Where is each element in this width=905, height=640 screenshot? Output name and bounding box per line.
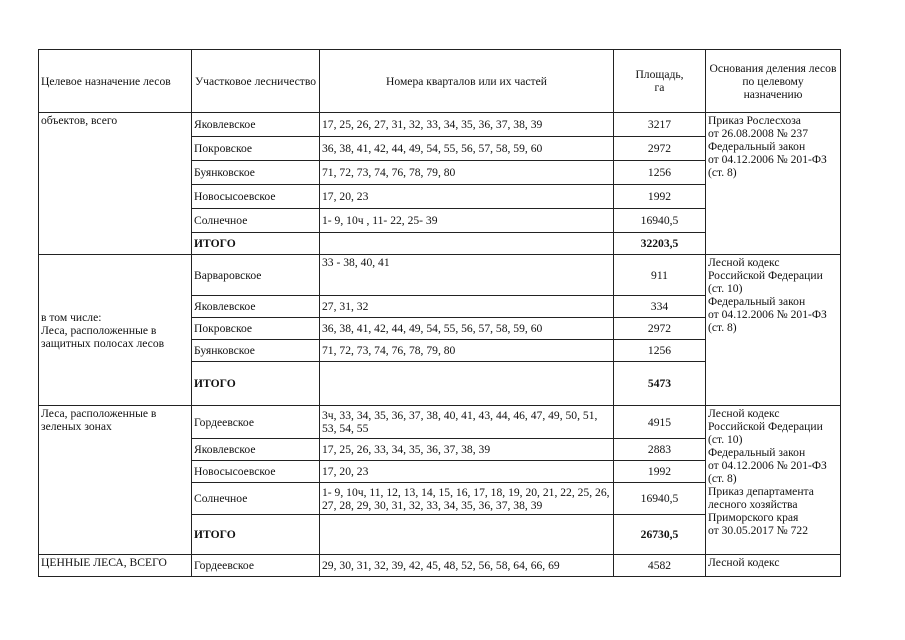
- quarters-cell: 3ч, 33, 34, 35, 36, 37, 38, 40, 41, 43, 44, 46, 47, 49, 50, 51, 53, 54, 55: [320, 406, 614, 439]
- basis-cell: Лесной кодекс Российской Федерации (ст. 10) Федеральный закон от 04.12.2006 № 201-ФЗ (ст. 8) Приказ департамента лесного хозяйства Приморского края от 30.05.2017 № 722: [706, 406, 841, 555]
- header-quarters: Номера кварталов или их частей: [320, 50, 614, 113]
- header-forestry: Участковое лесничество: [192, 50, 320, 113]
- total-label: ИТОГО: [192, 515, 320, 555]
- quarters-cell: 71, 72, 73, 74, 76, 78, 79, 80: [320, 340, 614, 362]
- area-cell: 1256: [614, 340, 706, 362]
- quarters-cell: 71, 72, 73, 74, 76, 78, 79, 80: [320, 161, 614, 185]
- purpose-cell: в том числе: Леса, расположенные в защитных полосах лесов: [39, 255, 192, 406]
- quarters-cell: 17, 20, 23: [320, 185, 614, 209]
- header-area: Площадь, га: [614, 50, 706, 113]
- basis-cell: Лесной кодекс: [706, 555, 841, 577]
- quarters-cell: 1- 9, 10ч , 11- 22, 25- 39: [320, 209, 614, 233]
- total-label: ИТОГО: [192, 233, 320, 255]
- basis-cell: Приказ Рослесхоза от 26.08.2008 № 237 Федеральный закон от 04.12.2006 № 201-ФЗ (ст. 8): [706, 113, 841, 255]
- area-cell: 2972: [614, 137, 706, 161]
- total-value: 5473: [614, 362, 706, 406]
- area-cell: 1992: [614, 461, 706, 483]
- header-basis: Основания деления лесов по целевому назначению: [706, 50, 841, 113]
- forestry-cell: Покровское: [192, 318, 320, 340]
- forestry-cell: Солнечное: [192, 209, 320, 233]
- area-cell: 1256: [614, 161, 706, 185]
- quarters-cell: 33 - 38, 40, 41: [320, 255, 614, 296]
- quarters-cell: 27, 31, 32: [320, 296, 614, 318]
- quarters-cell: 17, 20, 23: [320, 461, 614, 483]
- forestry-cell: Новосысоевское: [192, 461, 320, 483]
- table-row: [39, 113, 841, 137]
- quarters-cell: 17, 25, 26, 27, 31, 32, 33, 34, 35, 36, 37, 38, 39: [320, 113, 614, 137]
- forestry-cell: Буянковское: [192, 161, 320, 185]
- quarters-cell: 17, 25, 26, 33, 34, 35, 36, 37, 38, 39: [320, 439, 614, 461]
- area-cell: 4582: [614, 555, 706, 577]
- area-cell: 1992: [614, 185, 706, 209]
- area-cell: 4915: [614, 406, 706, 439]
- purpose-cell: объектов, всего: [39, 113, 192, 255]
- forestry-cell: Солнечное: [192, 483, 320, 515]
- total-label: ИТОГО: [192, 362, 320, 406]
- quarters-cell: 29, 30, 31, 32, 39, 42, 45, 48, 52, 56, 58, 64, 66, 69: [320, 555, 614, 577]
- forestry-cell: Гордеевское: [192, 555, 320, 577]
- forestry-cell: Варваровское: [192, 255, 320, 296]
- forestry-cell: Яковлевское: [192, 113, 320, 137]
- header-purpose: Целевое назначение лесов: [39, 50, 192, 113]
- forestry-cell: Яковлевское: [192, 296, 320, 318]
- area-cell: 2883: [614, 439, 706, 461]
- area-cell: 334: [614, 296, 706, 318]
- area-cell: 3217: [614, 113, 706, 137]
- forestry-cell: Яковлевское: [192, 439, 320, 461]
- area-cell: 911: [614, 255, 706, 296]
- forest-purpose-table: [38, 49, 841, 577]
- area-cell: 16940,5: [614, 483, 706, 515]
- table-row: [39, 255, 841, 296]
- purpose-cell: ЦЕННЫЕ ЛЕСА, ВСЕГО: [39, 555, 192, 577]
- table-row: [39, 406, 841, 439]
- area-cell: 16940,5: [614, 209, 706, 233]
- quarters-cell: 36, 38, 41, 42, 44, 49, 54, 55, 56, 57, 58, 59, 60: [320, 137, 614, 161]
- quarters-cell: [320, 233, 614, 255]
- table-row: [39, 555, 841, 577]
- area-cell: 2972: [614, 318, 706, 340]
- forestry-cell: Гордеевское: [192, 406, 320, 439]
- total-value: 26730,5: [614, 515, 706, 555]
- quarters-cell: [320, 515, 614, 555]
- total-value: 32203,5: [614, 233, 706, 255]
- purpose-cell: Леса, расположенные в зеленых зонах: [39, 406, 192, 555]
- header-row: [39, 50, 841, 113]
- quarters-cell: 36, 38, 41, 42, 44, 49, 54, 55, 56, 57, 58, 59, 60: [320, 318, 614, 340]
- basis-cell: Лесной кодекс Российской Федерации (ст. 10) Федеральный закон от 04.12.2006 № 201-ФЗ (ст. 8): [706, 255, 841, 406]
- quarters-cell: [320, 362, 614, 406]
- quarters-cell: 1- 9, 10ч, 11, 12, 13, 14, 15, 16, 17, 18, 19, 20, 21, 22, 25, 26, 27, 28, 29, 30, 31, 32, 33, 34, 35, 36, 37, 38, 39: [320, 483, 614, 515]
- forestry-cell: Покровское: [192, 137, 320, 161]
- forestry-cell: Буянковское: [192, 340, 320, 362]
- forestry-cell: Новосысоевское: [192, 185, 320, 209]
